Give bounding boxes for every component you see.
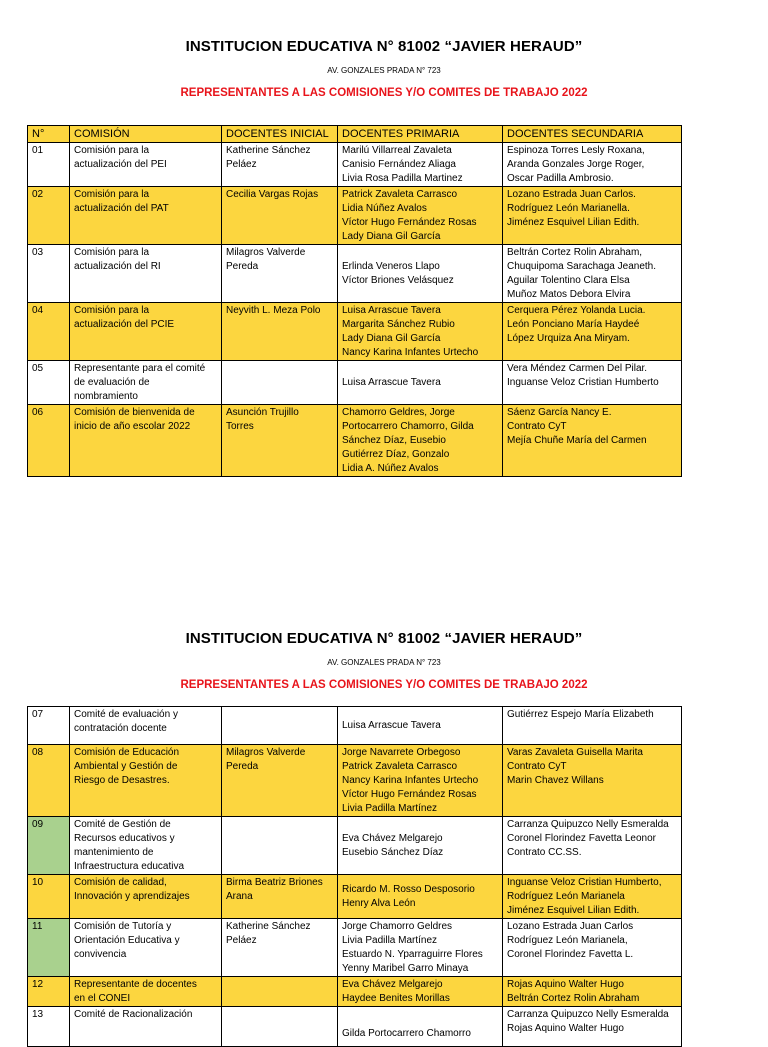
cell-line: mantenimiento de [74,847,154,858]
primaria-teachers [338,707,503,745]
commission-name [70,1007,222,1047]
cell-line: Luisa Arrascue Tavera [342,305,441,316]
institution-title: INSTITUCION EDUCATIVA N° 81002 “JAVIER HERAUD” [185,38,583,55]
cell-line: Representante para el comité [74,363,206,374]
cell-line: actualización del PCIE [74,319,175,330]
cell-line: Comisión de Tutoría y [74,921,172,932]
cell-line: Haydee Benites Morillas [342,993,450,1004]
cell-line: Luisa Arrascue Tavera [342,720,441,731]
commission-name [70,187,222,245]
row-num: 10 [28,875,70,919]
table-header-row [28,126,682,143]
cell-line: Livia Padilla Martínez [342,935,438,946]
commission-name [70,245,222,303]
inicial-teachers [222,875,338,919]
cell-line: Ambiental y Gestión de [74,761,178,772]
cell-line: Comité de Racionalización [74,1009,193,1020]
cell-line: Lidia Núñez Avalos [342,203,427,214]
inicial-teachers [222,245,338,303]
cell-line: Comisión para la [74,189,150,200]
secundaria-teachers [503,405,682,477]
primaria-teachers [338,1007,503,1047]
row-num: 02 [28,187,70,245]
page-1 [0,38,768,99]
cell-line: Cerquera Pérez Yolanda Lucia. [507,305,646,316]
secundaria-teachers [503,187,682,245]
cell-line: Contrato CyT [507,761,567,772]
cell-line: Oscar Padilla Ambrosio. [507,173,614,184]
cell-line: Innovación y aprendizajes [74,891,190,902]
table-row [28,361,682,405]
cell-line: Margarita Sánchez Rubio [342,319,455,330]
cell-line: Portocarrero Chamorro, Gilda [342,421,474,432]
cell-line: Neyvith L. Meza Polo [226,305,321,316]
cell-line: Orientación Educativa y [74,935,180,946]
commission-name [70,405,222,477]
secundaria-teachers [503,361,682,405]
cell-line: Eusebio Sánchez Díaz [342,847,444,858]
cell-line: Nancy Karina Infantes Urtecho [342,775,479,786]
cell-line: Comité de Gestión de [74,819,171,830]
cell-line: actualización del PAT [74,203,169,214]
primaria-teachers [338,919,503,977]
cell-line: Peláez [226,159,257,170]
cell-line: Katherine Sánchez [226,145,311,156]
secundaria-teachers [503,245,682,303]
cell-line: López Urquiza Ana Miryam. [507,333,630,344]
primaria-teachers [338,817,503,875]
primaria-teachers [338,303,503,361]
cell-line: Arana [226,891,253,902]
cell-line: Rojas Aquino Walter Hugo [507,1023,624,1034]
cell-line: Carranza Quipuzco Nelly Esmeralda [507,1009,669,1020]
header-secundaria: DOCENTES SECUNDARIA [503,126,682,143]
inicial-teachers [222,707,338,745]
cell-line: Varas Zavaleta Guisella Marita [507,747,643,758]
primaria-teachers [338,143,503,187]
row-num: 07 [28,707,70,745]
cell-line: Víctor Hugo Fernández Rosas [342,789,477,800]
cell-line: Riesgo de Desastres. [74,775,170,786]
cell-line: Milagros Valverde [226,247,306,258]
cell-line: Gilda Portocarrero Chamorro [342,1028,471,1039]
cell-line: Birma Beatriz Briones [226,877,323,888]
subtitle: REPRESENTANTES A LAS COMISIONES Y/O COMITES DE TRABAJO 2022 [180,87,588,99]
commission-name [70,875,222,919]
inicial-teachers [222,817,338,875]
row-num: 01 [28,143,70,187]
cell-line: Infraestructura educativa [74,861,185,872]
cell-line: Representante de docentes [74,979,197,990]
cell-line: León Ponciano María Haydeé [507,319,640,330]
cell-line: Mejía Chuñe María del Carmen [507,435,647,446]
cell-line: Gutiérrez Díaz, Gonzalo [342,449,450,460]
row-num: 04 [28,303,70,361]
page-2 [0,630,768,691]
cell-line: Inguanse Veloz Cristian Humberto, [507,877,662,888]
cell-line: Gutiérrez Espejo María Elizabeth [507,709,654,720]
subtitle: REPRESENTANTES A LAS COMISIONES Y/O COMITES DE TRABAJO 2022 [180,679,588,691]
cell-line: Recursos educativos y [74,833,175,844]
commission-name [70,919,222,977]
commission-name [70,303,222,361]
commissions-table-2 [27,706,682,1047]
inicial-teachers [222,143,338,187]
cell-line: Eva Chávez Melgarejo [342,979,443,990]
cell-line: Pereda [226,261,259,272]
institution-title: INSTITUCION EDUCATIVA N° 81002 “JAVIER HERAUD” [185,630,583,647]
cell-line: Estuardo N. Yparraguirre Flores [342,949,483,960]
cell-line: Rojas Aquino Walter Hugo [507,979,624,990]
cell-line: Luisa Arrascue Tavera [342,377,441,388]
row-num: 05 [28,361,70,405]
cell-line: Aguilar Tolentino Clara Elsa [507,275,630,286]
row-num: 11 [28,919,70,977]
table-row [28,977,682,1007]
cell-line: Contrato CC.SS. [507,847,582,858]
commission-name [70,143,222,187]
cell-line: Canisio Fernández Aliaga [342,159,456,170]
cell-line: Torres [226,421,254,432]
cell-line: Patrick Zavaleta Carrasco [342,761,458,772]
table-row [28,817,682,875]
cell-line: Espinoza Torres Lesly Roxana, [507,145,645,156]
primaria-teachers [338,745,503,817]
cell-line: Rodríguez León Marianella. [507,203,630,214]
cell-line: Inguanse Veloz Cristian Humberto [507,377,659,388]
cell-line: Comisión para la [74,305,150,316]
cell-line: Contrato CyT [507,421,567,432]
cell-line: actualización del PEI [74,159,167,170]
inicial-teachers [222,187,338,245]
table-row [28,745,682,817]
inicial-teachers [222,745,338,817]
cell-line: Jorge Chamorro Geldres [342,921,453,932]
table-row [28,405,682,477]
inicial-teachers [222,405,338,477]
secundaria-teachers [503,817,682,875]
row-num: 12 [28,977,70,1007]
cell-line: Nancy Karina Infantes Urtecho [342,347,479,358]
cell-line: Lidia A. Núñez Avalos [342,463,439,474]
cell-line: Asunción Trujillo [226,407,299,418]
row-num: 08 [28,745,70,817]
cell-line: Comisión de Educación [74,747,180,758]
address: AV. GONZALES PRADA N° 723 [327,658,441,667]
secundaria-teachers [503,707,682,745]
cell-line: convivencia [74,949,127,960]
commission-name [70,745,222,817]
secundaria-teachers [503,143,682,187]
cell-line: nombramiento [74,391,138,402]
primaria-teachers [338,361,503,405]
table-row [28,187,682,245]
cell-line: Henry Alva León [342,898,416,909]
cell-line: Marilú Villarreal Zavaleta [342,145,452,156]
table-row [28,245,682,303]
header-num: N° [28,126,70,143]
cell-line: Jiménez Esquivel Lilian Edith. [507,217,640,228]
cell-line: Jiménez Esquivel Lilian Edith. [507,905,640,916]
commissions-table-1 [27,125,682,477]
commission-name [70,361,222,405]
cell-line: Víctor Hugo Fernández Rosas [342,217,477,228]
cell-line: Lozano Estrada Juan Carlos. [507,189,636,200]
cell-line: contratación docente [74,723,167,734]
row-num: 03 [28,245,70,303]
address: AV. GONZALES PRADA N° 723 [327,66,441,75]
primaria-teachers [338,405,503,477]
cell-line: Muñoz Matos Debora Elvira [507,289,631,300]
cell-line: Chuquipoma Sarachaga Jeaneth. [507,261,656,272]
cell-line: Lady Diana Gil García [342,231,441,242]
commission-name [70,707,222,745]
inicial-teachers [222,1007,338,1047]
table-row [28,1007,682,1047]
cell-line: Livia Rosa Padilla Martinez [342,173,463,184]
primaria-teachers [338,187,503,245]
table-row [28,143,682,187]
cell-line: Rodríguez León Marianela, [507,935,628,946]
secundaria-teachers [503,1007,682,1047]
cell-line: de evaluación de [74,377,150,388]
cell-line: Peláez [226,935,257,946]
header-primaria: DOCENTES PRIMARIA [338,126,503,143]
cell-line: Víctor Briones Velásquez [342,275,454,286]
cell-line: Lady Diana Gil García [342,333,441,344]
cell-line: Comisión para la [74,247,150,258]
cell-line: Eva Chávez Melgarejo [342,833,443,844]
primaria-teachers [338,245,503,303]
cell-line: Livia Padilla Martínez [342,803,438,814]
cell-line: Katherine Sánchez [226,921,311,932]
cell-line: Comisión de calidad, [74,877,167,888]
table-row [28,919,682,977]
table-row [28,875,682,919]
cell-line: Marin Chavez Willans [507,775,604,786]
cell-line: Sáenz García Nancy E. [507,407,612,418]
cell-line: en el CONEI [74,993,131,1004]
inicial-teachers [222,919,338,977]
inicial-teachers [222,977,338,1007]
cell-line: Lozano Estrada Juan Carlos [507,921,634,932]
row-num: 09 [28,817,70,875]
cell-line: inicio de año escolar 2022 [74,421,191,432]
commission-name [70,817,222,875]
secundaria-teachers [503,303,682,361]
cell-line: Patrick Zavaleta Carrasco [342,189,458,200]
cell-line: Beltrán Cortez Rolin Abraham, [507,247,643,258]
primaria-teachers [338,875,503,919]
secundaria-teachers [503,977,682,1007]
secundaria-teachers [503,919,682,977]
cell-line: Aranda Gonzales Jorge Roger, [507,159,645,170]
inicial-teachers [222,303,338,361]
cell-line: Rodríguez León Marianela [507,891,625,902]
cell-line: Coronel Florindez Favetta L. [507,949,634,960]
cell-line: Milagros Valverde [226,747,306,758]
table-row [28,303,682,361]
table-row [28,707,682,745]
cell-line: Erlinda Veneros Llapo [342,261,440,272]
cell-line: Jorge Navarrete Orbegoso [342,747,461,758]
header-comision: COMISIÓN [70,126,222,143]
header-inicial: DOCENTES INICIAL [222,126,338,143]
cell-line: Carranza Quipuzco Nelly Esmeralda [507,819,669,830]
commission-name [70,977,222,1007]
cell-line: Pereda [226,761,259,772]
secundaria-teachers [503,875,682,919]
row-num: 13 [28,1007,70,1047]
cell-line: Comisión de bienvenida de [74,407,195,418]
secundaria-teachers [503,745,682,817]
cell-line: Comisión para la [74,145,150,156]
cell-line: Vera Méndez Carmen Del Pilar. [507,363,648,374]
cell-line: Ricardo M. Rosso Desposorio [342,884,475,895]
cell-line: Chamorro Geldres, Jorge [342,407,455,418]
cell-line: Cecilia Vargas Rojas [226,189,319,200]
cell-line: Yenny Maribel Garro Minaya [342,963,469,974]
cell-line: Comité de evaluación y [74,709,178,720]
primaria-teachers [338,977,503,1007]
cell-line: Coronel Florindez Favetta Leonor [507,833,656,844]
row-num: 06 [28,405,70,477]
inicial-teachers [222,361,338,405]
cell-line: Beltrán Cortez Rolin Abraham [507,993,640,1004]
cell-line: actualización del RI [74,261,161,272]
cell-line: Sánchez Díaz, Eusebio [342,435,446,446]
